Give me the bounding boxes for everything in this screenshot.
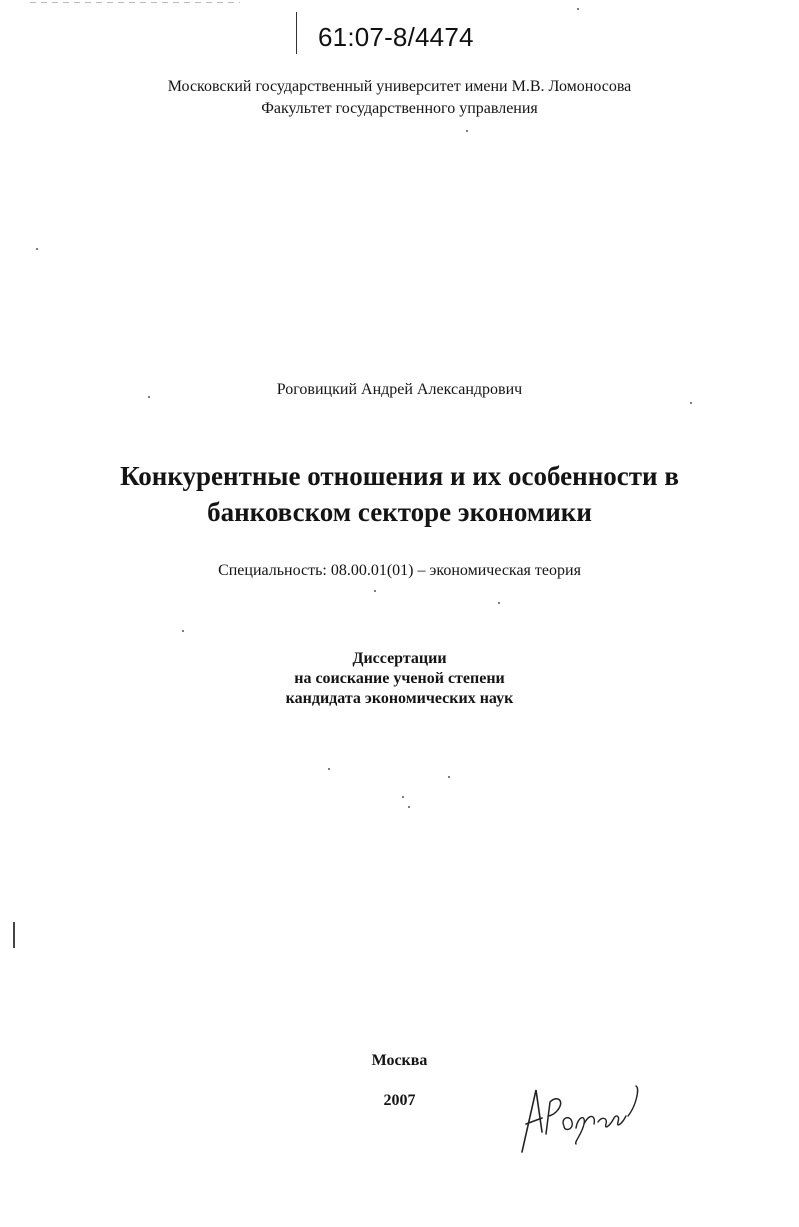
thesis-title-line-2: банковском секторе экономики bbox=[207, 497, 592, 527]
handwritten-signature bbox=[512, 1072, 652, 1162]
stamp-divider bbox=[296, 12, 297, 54]
author-name: Роговицкий Андрей Александрович bbox=[276, 381, 523, 398]
scan-edge-mark bbox=[13, 922, 15, 948]
scan-speck bbox=[182, 630, 184, 632]
faculty-name: Факультет государственного управления bbox=[261, 100, 538, 117]
scan-speck bbox=[577, 8, 579, 10]
degree-line-3: кандидата экономических наук bbox=[285, 690, 514, 707]
scan-noise bbox=[30, 2, 240, 3]
scan-speck bbox=[690, 402, 692, 404]
scan-speck bbox=[148, 396, 150, 398]
scan-speck bbox=[374, 590, 376, 592]
scan-speck bbox=[402, 796, 404, 798]
degree-line-2: на соискание ученой степени bbox=[294, 670, 505, 687]
degree-line-1: Диссертации bbox=[352, 650, 447, 667]
city: Москва bbox=[371, 1052, 428, 1069]
scan-speck bbox=[448, 776, 450, 778]
specialty: Специальность: 08.00.01(01) – экономическая теория bbox=[218, 562, 581, 579]
scan-speck bbox=[466, 130, 468, 132]
library-stamp-number: 61:07-8/4474 bbox=[318, 22, 474, 52]
scan-speck bbox=[36, 248, 38, 250]
scan-speck bbox=[408, 806, 410, 808]
thesis-title-line-1: Конкурентные отношения и их особенности в bbox=[120, 461, 679, 491]
university-name: Московский государственный университет имени М.В. Ломоносова bbox=[167, 78, 632, 95]
year: 2007 bbox=[383, 1092, 416, 1109]
scan-speck bbox=[498, 602, 500, 604]
scan-speck bbox=[328, 768, 330, 770]
